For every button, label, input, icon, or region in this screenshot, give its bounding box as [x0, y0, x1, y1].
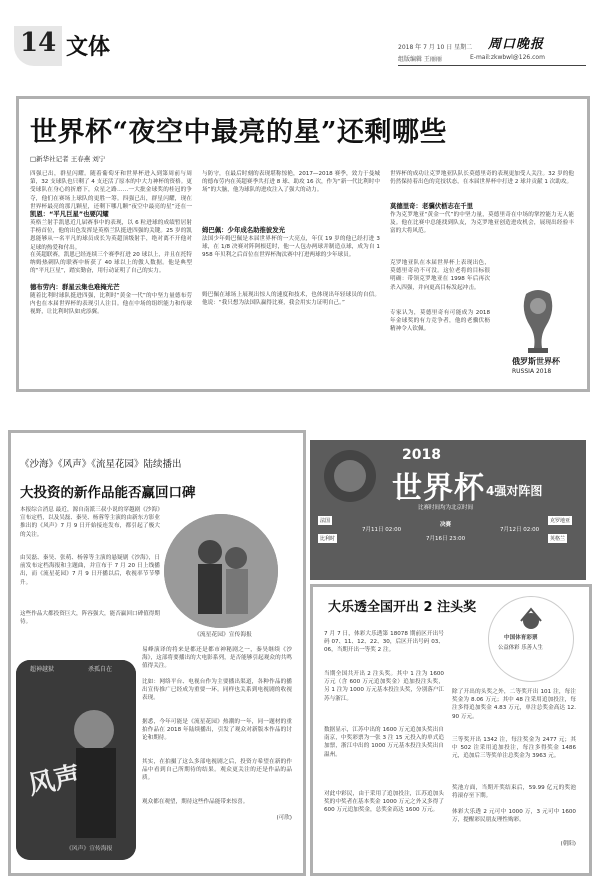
- team-slot: 英格兰: [550, 536, 566, 542]
- paragraph: 姆巴佩在球场上展现出惊人的速度和技术，也体现出年轻球员的自信。他说：“我只想为法国队赢得比赛，我会用实力证明自己。”: [202, 292, 380, 307]
- page-number: 14: [20, 28, 57, 58]
- layout-editor: 组版编辑 王丽丽: [398, 56, 442, 63]
- team-slot: 比利时: [320, 536, 336, 542]
- section-title: 文体: [66, 34, 111, 60]
- paragraph: 当期全国共开出 2 注头奖。其中 1 注为 1600 万元（含 600 万元追加奖金）追加投注头奖，另 1 注为 1000 万元基本投注头奖，分别落户江苏与浙江。: [324, 671, 444, 702]
- banner-title: 世界杯: [392, 471, 485, 506]
- paragraph: 其实，在拍摄了这么多部电视剧之后，投资方希望在新的作品中看到自己所期待的结果。观众更关注的还是作品的品质。: [142, 759, 292, 782]
- paragraph: 四强已出，群星闪耀。随着葡萄牙和世界杯进入到第周前与周第，32 支球队也只剩了 4 支还活了原本的中大力神杯的资格。更受球队在身心的折磨下，众星之路……一大批金球奖的桂冠的争夺，他们在赛场上球队的更胜一筹。四强已出，群星闪耀，现在世界杯最亮的那几颗星，还剩下哪几颗“夜空中最亮的星”还在一: [30, 171, 192, 210]
- lottery-column-1: [324, 630, 444, 864]
- paragraph: 克罗地亚队在本届世界杯上表现出色，莫德里奇功不可没。这位老将的目标很明确：带领克罗地亚在 1998 年后再次杀入四强，并向更高目标发起冲击。: [390, 260, 490, 291]
- final-date: 7月16日 23:00: [426, 536, 466, 542]
- worldcup-column-1: [30, 170, 192, 378]
- semifinal-date: 7月11日 02:00: [362, 527, 402, 533]
- paragraph: 与防守，在最后时刻的表现堪称惊艳，2017—2018 赛季，效力于曼城的德布劳内在英超赛季共打进 8 球、助攻 16 次，作为“新一代比利时中场”的大脑，他为球队的进攻注入了强大的动力。: [202, 171, 380, 194]
- lottery-column-2: [452, 688, 576, 864]
- subhead-mbappe: 姆巴佩：少年成名助推彼发光: [202, 226, 286, 234]
- lottery-badge-title: 中国体育彩票: [504, 635, 538, 641]
- schedule-note: 比赛时间均为北京时间: [418, 505, 474, 511]
- article-signoff: (朝阳): [560, 841, 576, 847]
- paragraph: 三等奖开出 1342 注，每注奖金为 2477 元；其中 502 注采用追加投注，每注多得奖金 1486 元，追加后三等奖单注总奖金为 3963 元。: [452, 737, 576, 760]
- paragraph: 观众都在观望，期待这些作品能带来惊喜。: [142, 799, 249, 805]
- article-signoff: (可欣): [276, 815, 292, 821]
- paragraph: 在英超联赛，凯恩已经连续三个赛季打进 20 球以上，并且在托特纳姆热刺队的联赛中斩获了 40 球以上的傲人数据。他是典型的“平凡巨星”，踏实勤奋，用行动证明了自己的实力。: [30, 252, 192, 275]
- paragraph: 7 月 7 日，体彩大乐透第 18078 期前区开出号码 07、11、12、22、30，后区开出号码 03、06，当期开出一等奖 2 注。: [324, 631, 444, 654]
- paragraph: 除了开出的头奖之外，二等奖开出 101 注，每注奖金为 8.06 万元；其中 48 注采用追加投注，每注多得追加奖金 4.83 万元，单注总奖金高达 12.90 万元。: [452, 689, 576, 720]
- contact-email: E-mail:zkwbwl@126.com: [470, 54, 545, 61]
- issue-date: 2018 年 7 月 10 日 星期二: [398, 44, 473, 51]
- newspaper-masthead: 周口晚报: [488, 37, 545, 52]
- team-slot: 克罗地亚: [550, 518, 571, 524]
- banner-year: 2018: [402, 447, 441, 463]
- paragraph: 法国少年姆巴佩是本届世界杯的一大亮点，年仅 19 岁的他已经打进 3 球，在 1/8 决赛对阵阿根廷时，他一人包办两球并制造点球，成为自 1958 年贝利之后首位在世界杯淘汰赛中打进两球的少年球员。: [202, 236, 380, 259]
- final-label: 决赛: [440, 522, 452, 528]
- paragraph: 数据显示，江苏中出的 1600 万元追加头奖出自南京，中奖彩票为一张 3 注 15 元投入的单式追加票，浙江中出的 1000 万元基本投注头奖出自温州。: [324, 727, 444, 758]
- poster-tagline-left: 超神越狱: [30, 666, 55, 673]
- drama-kicker: 《沙海》《风声》《流星花园》陆续播出: [20, 459, 182, 470]
- couple-photo-image: [164, 514, 278, 628]
- paragraph: 本报综合消息 最近，源自南派三叔小说的穿越剧《沙海》宣布定档，以及吴磊、秦昊、杨蓉等主演的由新东方影业推出的《风声》7 月 9 日开始接连发布，都引起了极大的关注。: [20, 507, 160, 538]
- paragraph: 作为克罗地亚“黄金一代”的中坚力量，莫德里奇在中场的掌控能力无人能及。他在比赛中总能找到队友，为克罗地亚创造进攻机会，展现出经验丰富的大将风范。: [390, 212, 574, 235]
- paragraph: 易峰演译的将来是都还是都市神秘剧之一，秦昊继续《沙海》，这部将要播出的大电影系列，是否能够引起观众的共鸣值得关注。: [142, 647, 292, 670]
- paragraph: 专家认为，莫德里奇有可能成为 2018 年金球奖的有力竞争者，他的老骥伏枥精神令人钦佩。: [390, 310, 490, 333]
- worldcup-column-2: [202, 170, 380, 378]
- worldcup-headline: 世界杯“夜空中最亮的星”还剩哪些: [30, 117, 448, 148]
- paragraph: 奖池方面，当期开奖结束后，59.99 亿元的奖池将滚存至下期。: [452, 785, 576, 800]
- paragraph: 对此中彩民，由于采用了追加投注，江苏追加头奖的中奖者在基本奖金 1000 万元之外又多得了 600 万元追加奖金，总奖金高达 1600 万元。: [324, 791, 444, 814]
- lottery-badge-slogan: 公益体彩 乐善人生: [498, 645, 543, 651]
- worldcup-byline: □新华社记者 王春燕 刘宁: [30, 155, 106, 163]
- paragraph: 英格兰射手凯恩近几届赛事中的表现，以 6 粒进球的成绩暂居射手榜首位，他的出色发挥是英格兰队挺进四强的关键。25 岁的凯恩能够从一名平凡的球员成长为英超顶级射手，绝对离不开他对足球的热爱和付出。: [30, 220, 192, 251]
- paragraph: 由吴磊、秦昊、张萌、杨蓉等主演的悬疑剧《沙海》，日前发布定档海报和主题曲，并宣布于 7 月 20 日上线播出，而《流星花园》7 月 9 日开播以后，收视率节节攀升。: [20, 555, 160, 586]
- drama-column-2: [142, 646, 292, 862]
- banner-subtitle: 4强对阵图: [486, 484, 543, 498]
- subhead-de-bruyne: 德布劳内：群星云集也难掩光芒: [30, 283, 120, 291]
- semifinal-date: 7月12日 02:00: [500, 527, 540, 533]
- paragraph: 随着比利时球队挺进四强，比利时“黄金一代”的中坚力量德布劳内也在本届世界杯的表现引人注目。他在中场的组织能力和传球视野，让比利时队如虎添翼。: [30, 293, 192, 316]
- drama-column-1: [20, 506, 160, 646]
- poster-caption: 《风声》宣传海报: [66, 846, 113, 852]
- poster-tagline-right: 杀孤自在: [88, 666, 113, 673]
- emblem-caption: RUSSIA 2018: [512, 368, 552, 375]
- team-slot: 法国: [320, 518, 331, 524]
- drama-still-photo: [164, 514, 278, 628]
- paragraph: 这些作品大都投资巨大，阵容强大，能否赢回口碑值得期待。: [20, 611, 160, 626]
- lottery-headline: 大乐透全国开出 2 注头奖: [328, 600, 477, 615]
- header-divider: [398, 65, 586, 66]
- subhead-modric: 莫德里奇：老骥伏枥志在千里: [390, 202, 474, 210]
- drama-photo-caption: 《流星花园》宣传海报: [194, 632, 252, 638]
- poster-calligraphy-title: 风声: [25, 760, 84, 802]
- emblem-name: 俄罗斯世界杯: [512, 357, 560, 366]
- paragraph: 比如：网络平台、电视台作为主要播出渠道，各种作品的播出宣传推广已经成为重要一环。同样也关系到电视剧的收视表现。: [142, 679, 292, 702]
- subhead-kane: 凯恩：“平凡巨星”也要闪耀: [30, 210, 109, 218]
- paragraph: 体彩大乐透 2 元可中 1000 万，3 元可中 1600 万，提醒彩民朋友理性购彩。: [452, 809, 576, 824]
- paragraph: 世界杯的成功让克罗地亚队队长莫德里奇的表现更加受人关注。32 岁的他仍然保持着出色的竞技状态，在本届世界杯中打进 2 球并贡献 1 次助攻。: [390, 171, 574, 186]
- paragraph: 据悉，今年可能是《流星花园》热潮的一年，同一题材的重拍作品在 2018 年陆续播出，引发了观众对新版本作品的讨论和期待。: [142, 719, 292, 742]
- drama-headline: 大投资的新作品能否赢回口碑: [20, 485, 196, 501]
